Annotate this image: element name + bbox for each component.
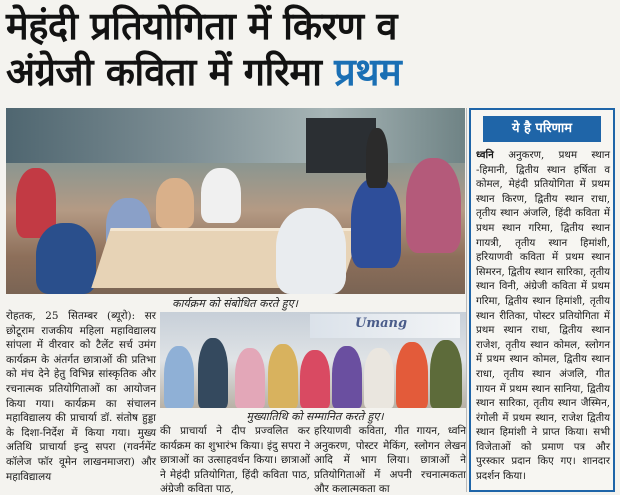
photo-figure — [351, 178, 401, 268]
photo-figure — [332, 346, 362, 408]
photo-figure — [366, 128, 388, 188]
photo-caption-2: मुख्यातिथि को सम्मानित करते हुए। — [246, 410, 384, 423]
photo-figure — [198, 338, 228, 408]
results-box-text: अनुकरण, प्रथम स्थान -हिमानी, द्वितीय स्थान हर्षिता व कोमल, मेहंदी प्रतियोगिता में प्रथम स्थान किरण, द्वितीय स्थान राधा, तृतीय स्थान अंजलि, हिंदी कविता में प्रथम स्थान गरिमा, द्वितीय स्थान गायत्री, तृतीय स्थान हिमांशी, हरियाणवी कविता में प्रथम स्थान सिमरन, द्वितीय स्थान सारिका, तृतीय स्थान विनी, अंग्रेजी कविता में प्रथम गरिमा, द्वितीय स्थान हिमांशी, तृतीय स्थान रीतिका, पोस्टर प्रतियोगिता में प्रथम स्थान राधा, द्वितीय स्थान राजेश, तृतीय स्थान कोमल, स्लोगन में प्रथम स्थान कोमल, द्वितीय स्थान राधा, तृतीय स्थान अंजलि, गीत गायन में प्रथम स्थान सानिया, द्वितीय स्थान सारिका, तृतीय स्थान जैस्मिन, रंगोली में प्रथम स्थान, राजेश द्वितीय स्थान हिमांशी ने प्राप्त किया। सभी विजेताओं को प्रमाण पत्र और पुरस्कार प्रदान किए गए। शानदार प्रदर्शन किया। — [476, 150, 610, 483]
photo-figure — [300, 350, 330, 408]
photo-figure — [156, 178, 194, 228]
photo-figure — [430, 340, 462, 408]
photo-caption-1: कार्यक्रम को संबोधित करते हुए। — [172, 297, 298, 310]
results-box-body — [476, 148, 610, 485]
event-photo-audience — [6, 108, 465, 294]
photo-figure — [36, 223, 96, 294]
headline-accent-word: प्रथम — [334, 50, 402, 94]
event-photo-group — [160, 312, 466, 408]
photo-figure — [268, 344, 298, 408]
article-column-right: हरियाणवी कविता, गीत गायन, ध्वनि अनुकरण, पोस्टर मेकिंग, स्लोगन लेखन आदि में भाग लिया। छात्राओं ने प्रतियोगिताओं में अपनी रचनात्मकता और कलात्मकता का — [314, 425, 466, 495]
photo-figure — [406, 158, 461, 253]
photo-wall — [6, 108, 465, 163]
photo-figure — [276, 208, 346, 294]
photo-figure — [396, 342, 428, 408]
results-box-title: ये है परिणाम — [483, 116, 601, 142]
headline-line-2 — [6, 48, 401, 96]
column-divider — [466, 108, 467, 492]
results-box — [469, 108, 615, 492]
article-column-left: रोहतक, 25 सितम्बर (ब्यूरो): सर छोटूराम राजकीय महिला महाविद्यालय सांपला में वीरवार को टैलेंट सर्च उमंग कार्यक्रम के अंतर्गत छात्राओं की प्रतिभा को मंच देने हेतु विभिन्न सांस्कृतिक और रचनात्मक प्रतियोगिताओं का आयोजन किया गया। कार्यक्रम का संचालन महाविद्यालय की प्राचार्या डॉ. संतोष हुड्डा के दिशा-निर्देश में किया गया। मुख्य अतिथि प्राचार्या इन्दु सपरा (गवर्नमेंट कॉलेज फॉर वूमेन लाखनमाजरा) और महाविद्यालय — [6, 310, 156, 483]
photo-figure — [364, 348, 394, 408]
results-box-lead: ध्वनि — [476, 149, 494, 161]
photo-banner-text: Umang — [355, 316, 408, 331]
article-column-middle: की प्राचार्या ने दीप प्रज्वलित कर कार्यक्रम का शुभारंभ किया। इंदु सपरा ने छात्राओं का उत्साहवर्धन किया। छात्राओं ने मेहंदी प्रतियोगिता, हिंदी कविता पाठ, अंग्रेजी कविता पाठ, — [160, 425, 310, 495]
headline-line-2-main: अंग्रेजी कविता में गरिमा — [6, 50, 322, 94]
photo-figure — [164, 346, 194, 408]
photo-figure — [201, 168, 241, 223]
headline-line-1: मेहंदी प्रतियोगिता में किरण व — [6, 4, 397, 48]
photo-figure — [235, 348, 265, 408]
